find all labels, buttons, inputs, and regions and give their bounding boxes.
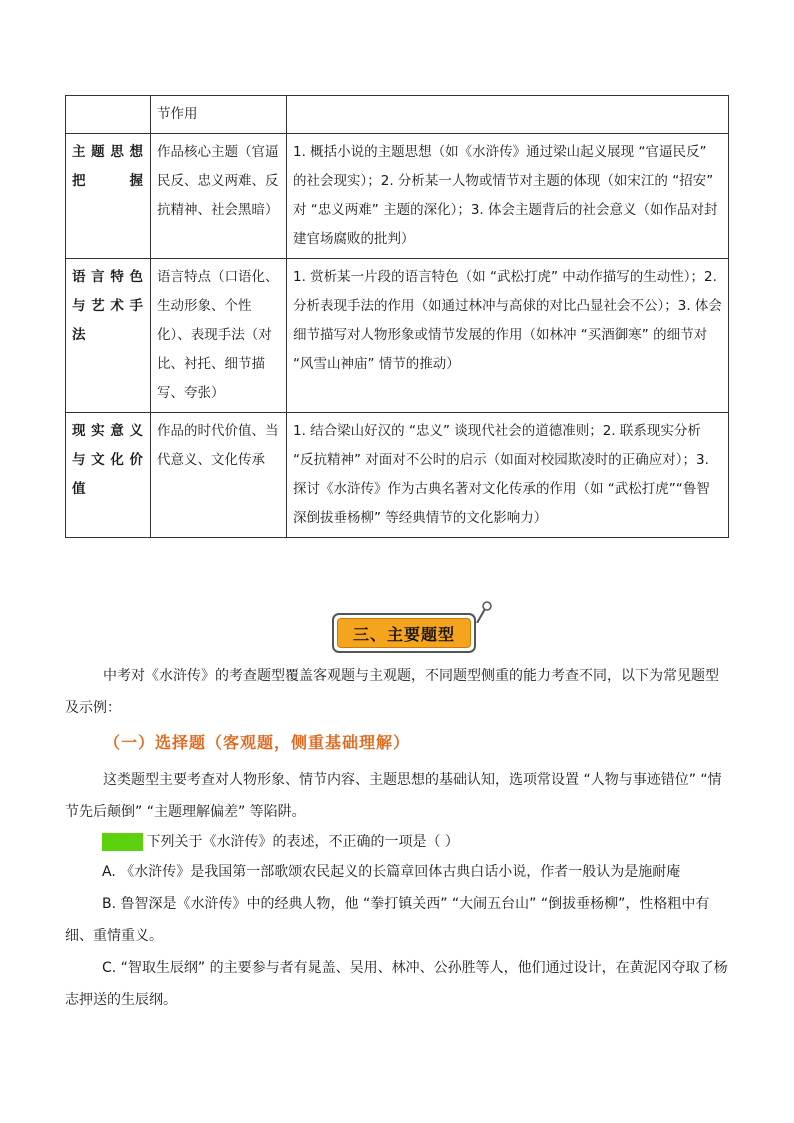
content-table	[65, 95, 729, 538]
row-head: 主题思想把握	[66, 134, 151, 259]
option-c: C. “智取生辰纲” 的主要参与者有晁盖、吴用、林冲、公孙胜等人，他们通过设计，在黄泥冈夺取了杨志押送的生辰纲。	[65, 960, 728, 1008]
example-tag: 示例 1	[102, 833, 143, 851]
row-head: 语言特色与艺术手法	[66, 259, 151, 413]
table-row	[66, 134, 729, 259]
section-title-badge	[332, 613, 476, 653]
row-detail: 1. 结合梁山好汉的 “忠义” 谈现代社会的道德准则；2. 联系现实分析 “反抗精神” 对面对不公时的启示（如面对校园欺凌时的正确应对）；3. 探讨《水浒传》作为古典名著对文化传承的作用（如 “武松打虎”“鲁智深倒拔垂杨柳” 等经典情节的文化影响力）	[287, 413, 729, 538]
row-focus: 节作用	[151, 96, 287, 134]
question-stem: 下列关于《水浒传》的表述，不正确的一项是（ ）	[146, 834, 459, 850]
intro-paragraph: 中考对《水浒传》的考查题型覆盖客观题与主观题，不同题型侧重的能力考查不同，以下为常见题型及示例：	[65, 668, 719, 716]
option-b: B. 鲁智深是《水浒传》中的经典人物，他 “拳打镇关西” “大闹五台山” “倒拔垂杨柳”，性格粗中有细、重情重义。	[65, 896, 710, 944]
table-row	[66, 413, 729, 538]
row-head: 现实意义与文化价值	[66, 413, 151, 538]
table-row	[66, 96, 729, 134]
row-focus: 作品核心主题（官逼民反、忠义两难、反抗精神、社会黑暗）	[151, 134, 287, 259]
table-row	[66, 259, 729, 413]
row-detail: 1. 概括小说的主题思想（如《水浒传》通过梁山起义展现 “官逼民反” 的社会现实）；2. 分析某一人物或情节对主题的体现（如宋江的 “招安” 对 “忠义两难” 主题的深化）；3. 体会主题背后的社会意义（如作品对封建官场腐败的批判）	[287, 134, 729, 259]
row-focus: 作品的时代价值、当代意义、文化传承	[151, 413, 287, 538]
subsection-heading: （一）选择题（客观题，侧重基础理解）	[104, 733, 411, 752]
option-a: A. 《水浒传》是我国第一部歌颂农民起义的长篇章回体古典白话小说，作者一般认为是施耐庵	[102, 864, 681, 880]
row-detail: 1. 赏析某一片段的语言特色（如 “武松打虎” 中动作描写的生动性）；2. 分析表现手法的作用（如通过林冲与高俅的对比凸显社会不公）；3. 体会细节描写对人物形象或情节发展的作用（如林冲 “买酒御寒” 的细节对 “风雪山神庙” 情节的推动）	[287, 259, 729, 413]
section-title: 三、主要题型	[337, 618, 471, 648]
question-stem-line	[102, 830, 459, 854]
badge-decoration-icon	[475, 601, 493, 623]
row-head	[66, 96, 151, 134]
row-detail	[287, 96, 729, 134]
description-paragraph: 这类题型主要考查对人物形象、情节内容、主题思想的基础认知，选项常设置 “人物与事迹错位” “情节先后颠倒” “主题理解偏差” 等陷阱。	[65, 772, 722, 820]
row-focus: 语言特点（口语化、生动形象、个性化）、表现手法（对比、衬托、细节描写、夸张）	[151, 259, 287, 413]
